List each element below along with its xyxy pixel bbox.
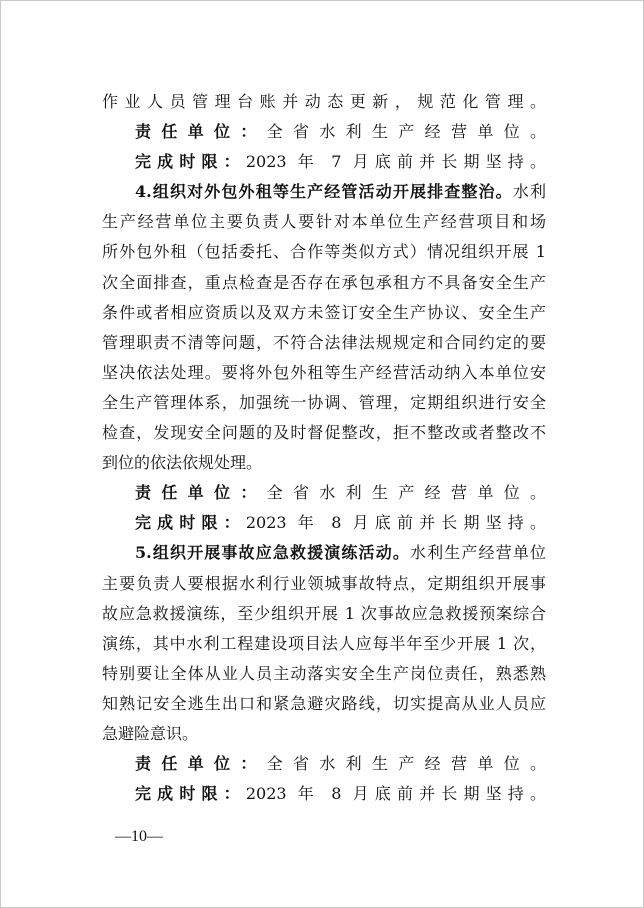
bold-heading-text: 5.组织开展事故应急救援演练活动。 xyxy=(135,543,410,563)
text-line-p2-l1 xyxy=(102,117,546,147)
body-text: 故应急救援演练，至少组织开展 1 次事故应急救援预案综合 xyxy=(102,603,546,623)
page-number: —10— xyxy=(115,828,163,845)
text-line-p7-l5 xyxy=(102,659,546,689)
text-line-p5-l1 xyxy=(102,478,546,508)
body-text: 水利生产经营单位 xyxy=(409,543,546,563)
body-text: 全省水利生产经营单位。 xyxy=(266,483,546,503)
body-text: 知熟记安全逃生出口和紧急避灾路线，切实提高从业人员应 xyxy=(102,693,546,713)
body-text: 2023 年 8 月底前并长期坚持。 xyxy=(245,513,546,533)
text-line-p4-l1 xyxy=(102,177,546,207)
text-line-p4-l10 xyxy=(102,448,546,478)
text-line-p4-l4 xyxy=(102,268,546,298)
bold-heading-text: 完成时限： xyxy=(135,152,246,172)
body-text: 急避险意识。 xyxy=(102,723,199,743)
body-text: 全生产管理体系，加强统一协调、管理，定期组织进行安全 xyxy=(102,392,546,412)
text-line-p7-l4 xyxy=(102,629,546,659)
text-line-p1-l1 xyxy=(102,87,546,117)
text-line-p6-l1 xyxy=(102,508,546,538)
bold-heading-text: 责任单位： xyxy=(135,122,267,142)
body-text: 全省水利生产经营单位。 xyxy=(266,754,546,774)
body-text: 到位的依法依规处理。 xyxy=(102,453,263,473)
body-text: 管理职责不清等问题，不符合法律法规规定和合同约定的要 xyxy=(102,332,546,352)
text-line-p4-l2 xyxy=(102,207,546,237)
text-line-p7-l6 xyxy=(102,689,546,719)
body-text: 全省水利生产经营单位。 xyxy=(266,122,546,142)
document-body xyxy=(102,87,546,809)
text-line-p7-l2 xyxy=(102,569,546,599)
text-line-p4-l8 xyxy=(102,388,546,418)
text-line-p4-l3 xyxy=(102,237,546,267)
body-text: 生产经营单位主要负责人要针对本单位生产经营项目和场 xyxy=(102,212,546,232)
body-text: 特别要让全体从业人员主动落实安全生产岗位责任，熟悉熟 xyxy=(102,663,546,683)
text-line-p7-l7 xyxy=(102,719,546,749)
bold-heading-text: 责任单位： xyxy=(135,483,267,503)
body-text: 次全面排查，重点检查是否存在承包承租方不具备安全生产 xyxy=(102,272,546,292)
bold-heading-text: 完成时限： xyxy=(135,784,246,804)
body-text: 2023 年 7 月底前并长期坚持。 xyxy=(245,152,546,172)
body-text: 2023 年 8 月底前并长期坚持。 xyxy=(245,784,546,804)
text-line-p9-l1 xyxy=(102,779,546,809)
bold-heading-text: 责任单位： xyxy=(135,754,267,774)
body-text: 所外包外租（包括委托、合作等类似方式）情况组织开展 1 xyxy=(102,242,546,262)
body-text: 主要负责人要根据水利行业领城事故特点，定期组织开展事 xyxy=(102,573,546,593)
bold-heading-text: 完成时限： xyxy=(135,513,246,533)
bold-heading-text: 4.组织对外包外租等生产经管活动开展排查整治。 xyxy=(135,182,513,202)
text-line-p4-l5 xyxy=(102,298,546,328)
body-text: 坚决依法处理。要将外包外租等生产经营活动纳入本单位安 xyxy=(102,362,546,382)
text-line-p8-l1 xyxy=(102,749,546,779)
text-line-p4-l7 xyxy=(102,358,546,388)
text-line-p7-l1 xyxy=(102,538,546,568)
body-text: 检查，发现安全问题的及时督促整改，拒不整改或者整改不 xyxy=(102,423,546,443)
text-line-p7-l3 xyxy=(102,599,546,629)
text-line-p3-l1 xyxy=(102,147,546,177)
body-text: 作业人员管理台账并动态更新，规范化管理。 xyxy=(102,92,546,111)
body-text: 条件或者相应资质以及双方未签订安全生产协议、安全生产 xyxy=(102,302,546,322)
text-line-p4-l6 xyxy=(102,328,546,358)
text-line-p4-l9 xyxy=(102,418,546,448)
body-text: 水利 xyxy=(512,182,546,202)
body-text: 演练，其中水利工程建设项目法人应每半年至少开展 1 次， xyxy=(102,633,546,653)
